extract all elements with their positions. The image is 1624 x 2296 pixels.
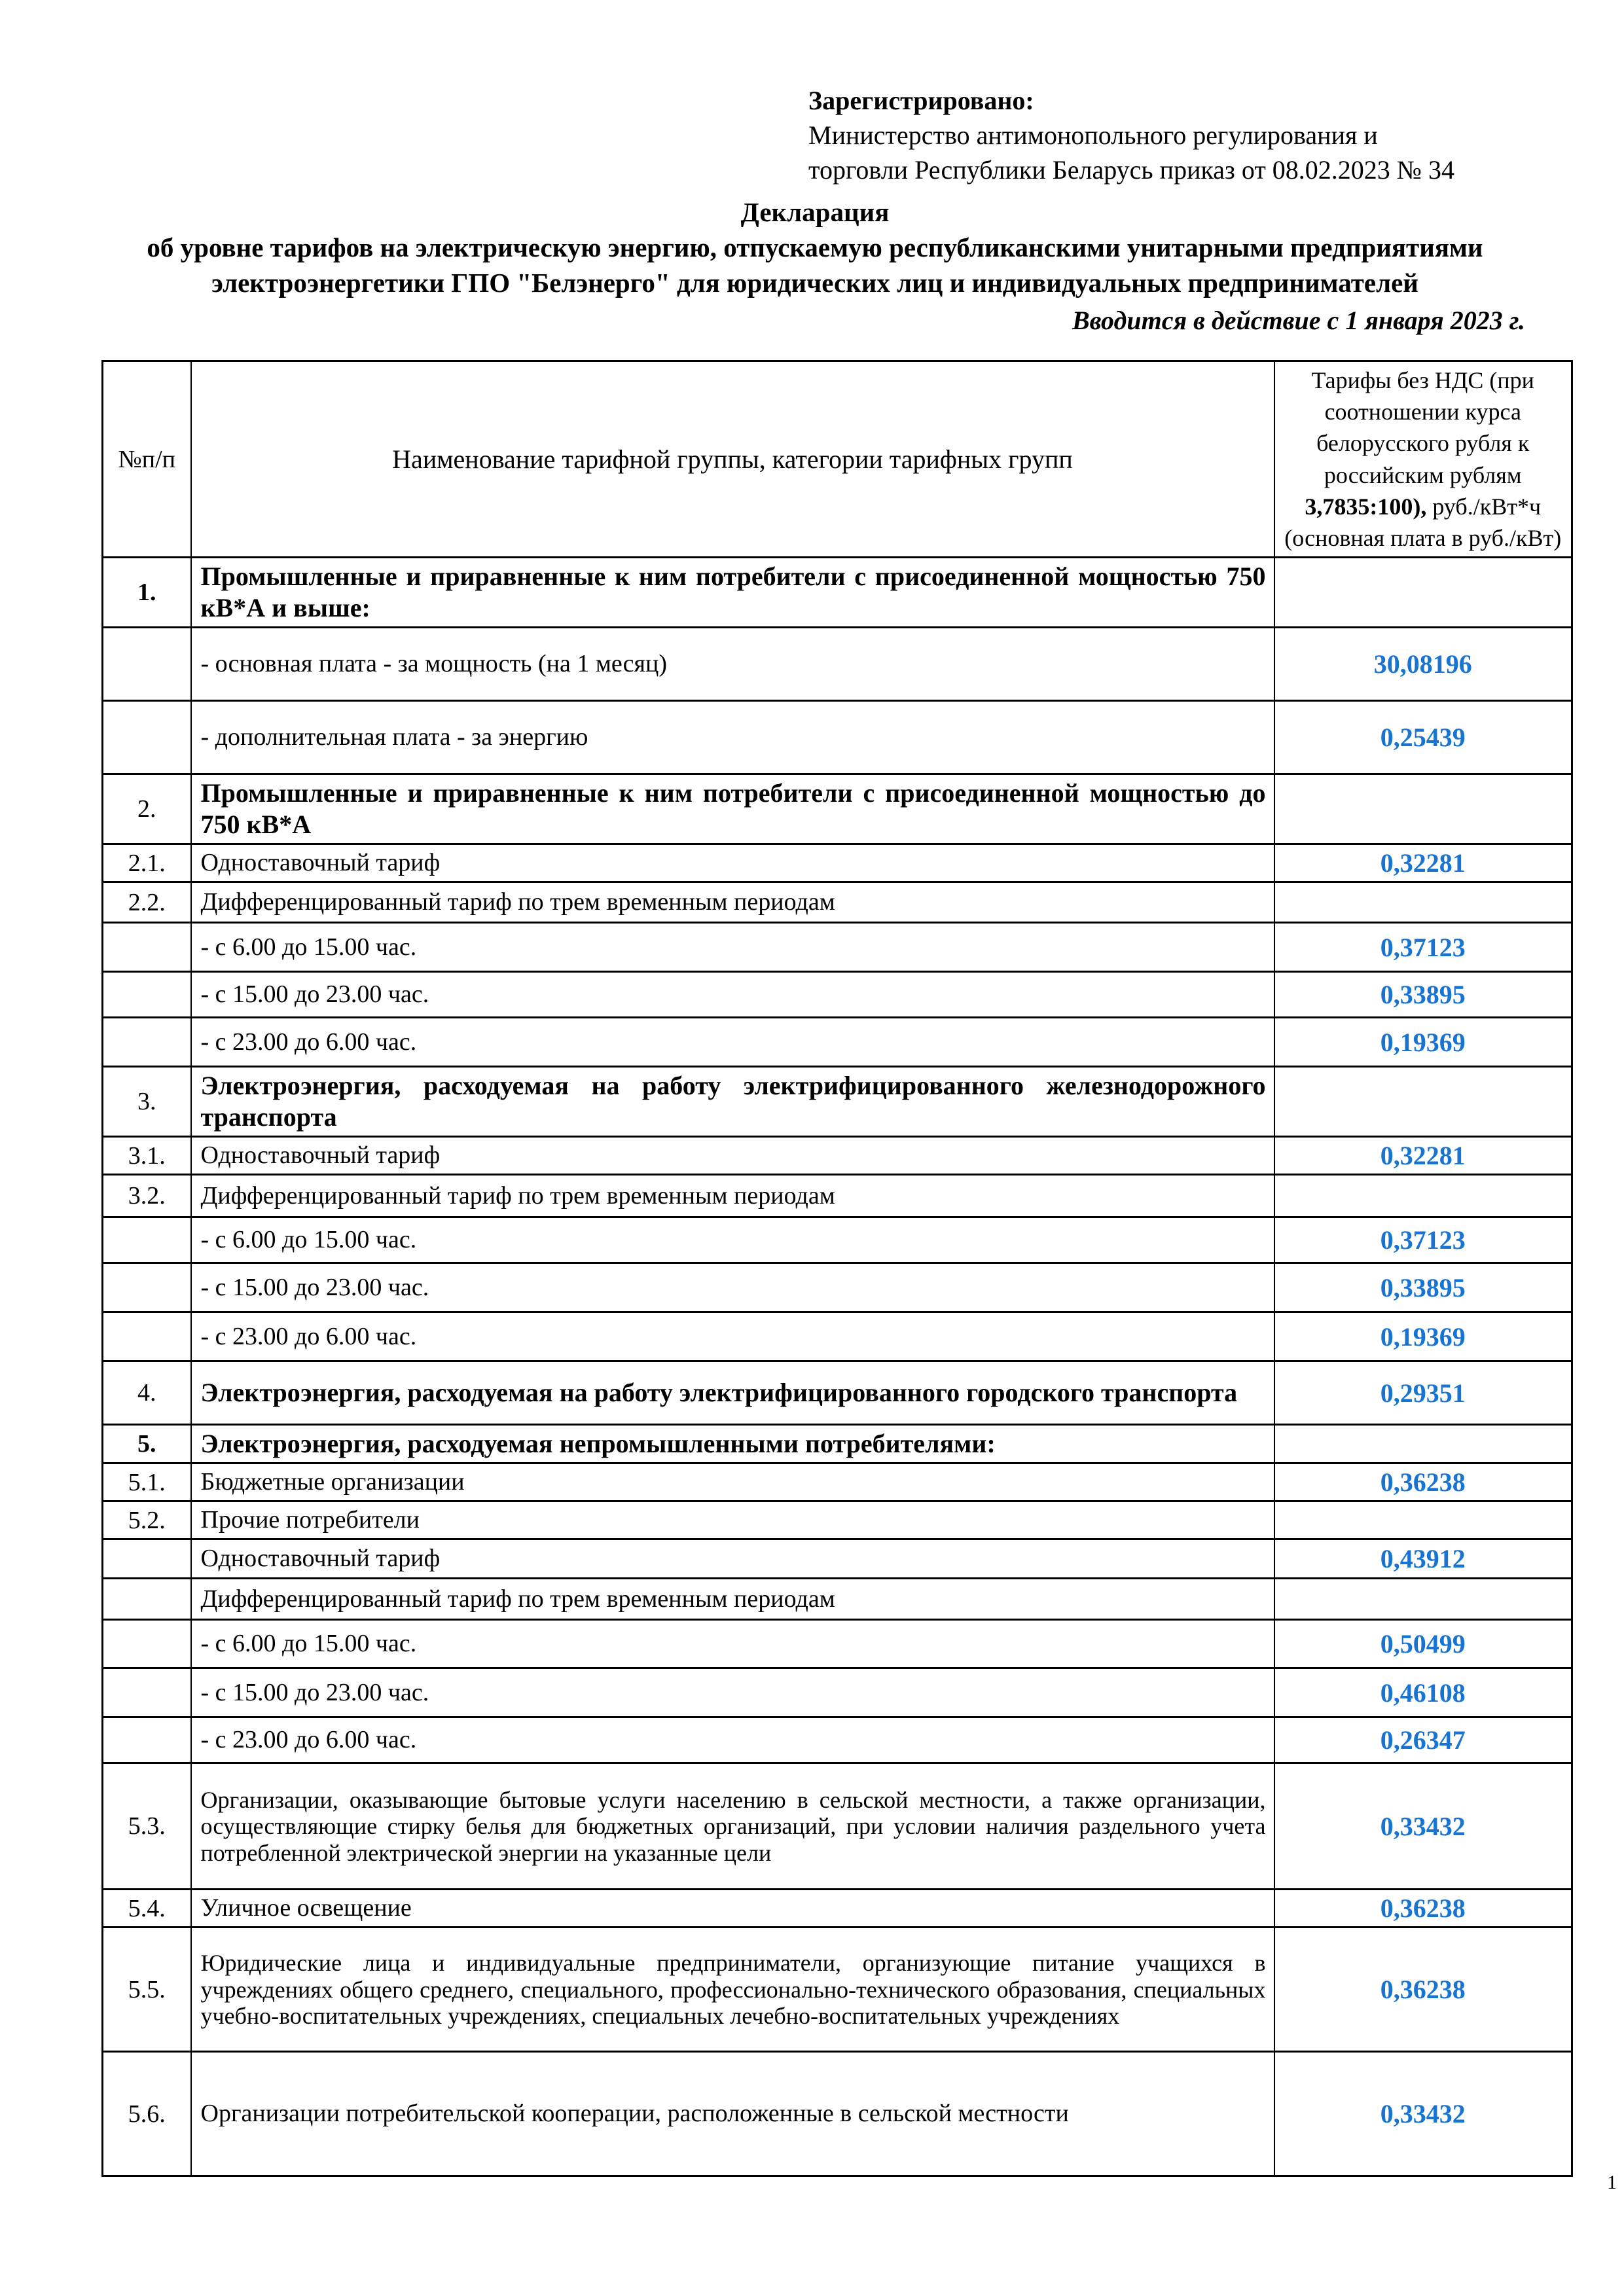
table-row xyxy=(103,1175,1572,1217)
row-num: 3.1. xyxy=(103,1137,191,1175)
row-value: 0,33432 xyxy=(1274,2052,1572,2176)
row-value xyxy=(1274,882,1572,923)
row-name: Одноставочный тариф xyxy=(191,1539,1274,1579)
row-num: 2.2. xyxy=(103,882,191,923)
registration-line-1: Министерство антимонопольного регулирования и xyxy=(808,120,1378,150)
row-name: - с 6.00 до 15.00 час. xyxy=(191,1217,1274,1263)
row-value: 0,29351 xyxy=(1274,1361,1572,1425)
row-name: Промышленные и приравненные к ним потребители с присоединенной мощностью до 750 кВ*А xyxy=(191,774,1274,844)
table-row xyxy=(103,1425,1572,1463)
table-row xyxy=(103,844,1572,882)
row-name: Дифференцированный тариф по трем временным периодам xyxy=(191,1175,1274,1217)
row-num: 2.1. xyxy=(103,844,191,882)
table-row xyxy=(103,1312,1572,1361)
row-name: - с 15.00 до 23.00 час. xyxy=(191,1263,1274,1312)
row-name: Одноставочный тариф xyxy=(191,844,1274,882)
row-num xyxy=(103,1217,191,1263)
table-row xyxy=(103,1263,1572,1312)
row-value: 0,25439 xyxy=(1274,701,1572,774)
table-row xyxy=(103,1501,1572,1539)
row-name: - с 6.00 до 15.00 час. xyxy=(191,923,1274,972)
row-name: Юридические лица и индивидуальные предприниматели, организующие питание учащихся в учреждениях общего среднего, специального, профессионально-технического образования, специальных учебно-воспитательных учреждениях, специальных лечебно-воспитательных учреждениях xyxy=(191,1928,1274,2052)
row-value: 0,33895 xyxy=(1274,1263,1572,1312)
row-value: 0,46108 xyxy=(1274,1668,1572,1717)
registration-label: Зарегистрировано: xyxy=(808,86,1034,115)
table-row xyxy=(103,1463,1572,1501)
row-value: 0,36238 xyxy=(1274,1928,1572,2052)
row-value xyxy=(1274,1579,1572,1620)
row-name: Одноставочный тариф xyxy=(191,1137,1274,1175)
row-num xyxy=(103,1668,191,1717)
table-row xyxy=(103,1018,1572,1067)
row-name: Прочие потребители xyxy=(191,1501,1274,1539)
table-row xyxy=(103,701,1572,774)
table-row xyxy=(103,1763,1572,1890)
table-row xyxy=(103,1928,1572,2052)
header-tariff-unit: руб./кВт*ч (основная плата в руб./кВт) xyxy=(1284,493,1562,552)
row-num: 3.2. xyxy=(103,1175,191,1217)
row-num xyxy=(103,972,191,1018)
table-row xyxy=(103,1137,1572,1175)
row-value xyxy=(1274,1425,1572,1463)
row-num xyxy=(103,1579,191,1620)
row-name: Электроэнергия, расходуемая непромышленными потребителями: xyxy=(191,1425,1274,1463)
table-row xyxy=(103,774,1572,844)
row-name: - с 23.00 до 6.00 час. xyxy=(191,1717,1274,1763)
row-num xyxy=(103,1263,191,1312)
table-row xyxy=(103,1668,1572,1717)
row-num: 5.4. xyxy=(103,1890,191,1928)
row-value: 0,19369 xyxy=(1274,1312,1572,1361)
header-tariff xyxy=(1274,361,1572,558)
table-row xyxy=(103,972,1572,1018)
row-name: Организации, оказывающие бытовые услуги населению в сельской местности, а также организации, осуществляющие стирку белья для бюджетных организаций, при условии наличия раздельного учета потребленной электрической энергии на указанные цели xyxy=(191,1763,1274,1890)
table-row xyxy=(103,882,1572,923)
header-num: №п/п xyxy=(103,361,191,558)
row-value: 0,19369 xyxy=(1274,1018,1572,1067)
row-num: 5. xyxy=(103,1425,191,1463)
row-value: 0,32281 xyxy=(1274,844,1572,882)
table-row xyxy=(103,1067,1572,1137)
row-name: - основная плата - за мощность (на 1 месяц) xyxy=(191,628,1274,701)
row-num xyxy=(103,1312,191,1361)
row-value xyxy=(1274,1175,1572,1217)
row-num: 2. xyxy=(103,774,191,844)
table-row xyxy=(103,1890,1572,1928)
table-header-row xyxy=(103,361,1572,558)
row-name: - с 6.00 до 15.00 час. xyxy=(191,1620,1274,1668)
row-name: Дифференцированный тариф по трем временным периодам xyxy=(191,882,1274,923)
row-name: Промышленные и приравненные к ним потребители с присоединенной мощностью 750 кВ*А и выше: xyxy=(191,558,1274,628)
effective-date-note: Вводится в действие с 1 января 2023 г. xyxy=(1072,305,1525,335)
row-value: 0,36238 xyxy=(1274,1463,1572,1501)
table-row xyxy=(103,1579,1572,1620)
row-num: 5.6. xyxy=(103,2052,191,2176)
page-number: 1 xyxy=(1607,2172,1617,2193)
row-num xyxy=(103,923,191,972)
registration-line-2: торговли Республики Беларусь приказ от 08.02.2023 № 34 xyxy=(808,154,1454,185)
table-row xyxy=(103,558,1572,628)
row-num: 5.5. xyxy=(103,1928,191,2052)
row-name: Дифференцированный тариф по трем временным периодам xyxy=(191,1579,1274,1620)
row-value: 0,50499 xyxy=(1274,1620,1572,1668)
row-value xyxy=(1274,558,1572,628)
row-value: 0,33432 xyxy=(1274,1763,1572,1890)
row-num: 5.2. xyxy=(103,1501,191,1539)
row-value: 0,32281 xyxy=(1274,1137,1572,1175)
row-num xyxy=(103,1018,191,1067)
row-value: 0,37123 xyxy=(1274,1217,1572,1263)
header-tariff-rate: 3,7835:100), xyxy=(1305,493,1427,520)
row-name: - с 15.00 до 23.00 час. xyxy=(191,972,1274,1018)
header-name: Наименование тарифной группы, категории тарифных групп xyxy=(191,361,1274,558)
row-value: 0,43912 xyxy=(1274,1539,1572,1579)
table-row xyxy=(103,2052,1572,2176)
table-row xyxy=(103,1361,1572,1425)
row-num: 3. xyxy=(103,1067,191,1137)
row-name: Электроэнергия, расходуемая на работу электрифицированного железнодорожного транспорта xyxy=(191,1067,1274,1137)
row-value: 0,33895 xyxy=(1274,972,1572,1018)
table-row xyxy=(103,1717,1572,1763)
row-value: 0,26347 xyxy=(1274,1717,1572,1763)
row-num: 5.3. xyxy=(103,1763,191,1890)
row-num xyxy=(103,628,191,701)
row-num: 5.1. xyxy=(103,1463,191,1501)
row-name: - с 23.00 до 6.00 час. xyxy=(191,1312,1274,1361)
table-row xyxy=(103,1217,1572,1263)
row-name: Уличное освещение xyxy=(191,1890,1274,1928)
tariff-table xyxy=(101,360,1573,2177)
table-row xyxy=(103,923,1572,972)
row-name: - с 15.00 до 23.00 час. xyxy=(191,1668,1274,1717)
row-num xyxy=(103,1717,191,1763)
row-value xyxy=(1274,1067,1572,1137)
row-num: 1. xyxy=(103,558,191,628)
row-value xyxy=(1274,1501,1572,1539)
page-title: Декларация xyxy=(740,197,890,227)
header-tariff-text: Тарифы без НДС (при соотношении курса белорусского рубля к российским рублям xyxy=(1311,367,1534,488)
title-block xyxy=(59,195,1571,336)
row-name: Электроэнергия, расходуемая на работу электрифицированного городского транспорта xyxy=(191,1361,1274,1425)
title-line-1: об уровне тарифов на электрическую энергию, отпускаемую республиканскими унитарными предприятиями xyxy=(147,232,1483,263)
row-value: 0,36238 xyxy=(1274,1890,1572,1928)
table-row xyxy=(103,1620,1572,1668)
registration-block xyxy=(808,84,1454,187)
row-value: 30,08196 xyxy=(1274,628,1572,701)
row-num xyxy=(103,1620,191,1668)
title-line-2: электроэнергетики ГПО "Белэнерго" для юридических лиц и индивидуальных предпринимателей xyxy=(211,268,1418,298)
table-row xyxy=(103,628,1572,701)
row-num: 4. xyxy=(103,1361,191,1425)
table-row xyxy=(103,1539,1572,1579)
row-name: - дополнительная плата - за энергию xyxy=(191,701,1274,774)
row-num xyxy=(103,1539,191,1579)
row-name: Организации потребительской кооперации, расположенные в сельской местности xyxy=(191,2052,1274,2176)
row-value xyxy=(1274,774,1572,844)
row-name: - с 23.00 до 6.00 час. xyxy=(191,1018,1274,1067)
row-name: Бюджетные организации xyxy=(191,1463,1274,1501)
row-num xyxy=(103,701,191,774)
row-value: 0,37123 xyxy=(1274,923,1572,972)
